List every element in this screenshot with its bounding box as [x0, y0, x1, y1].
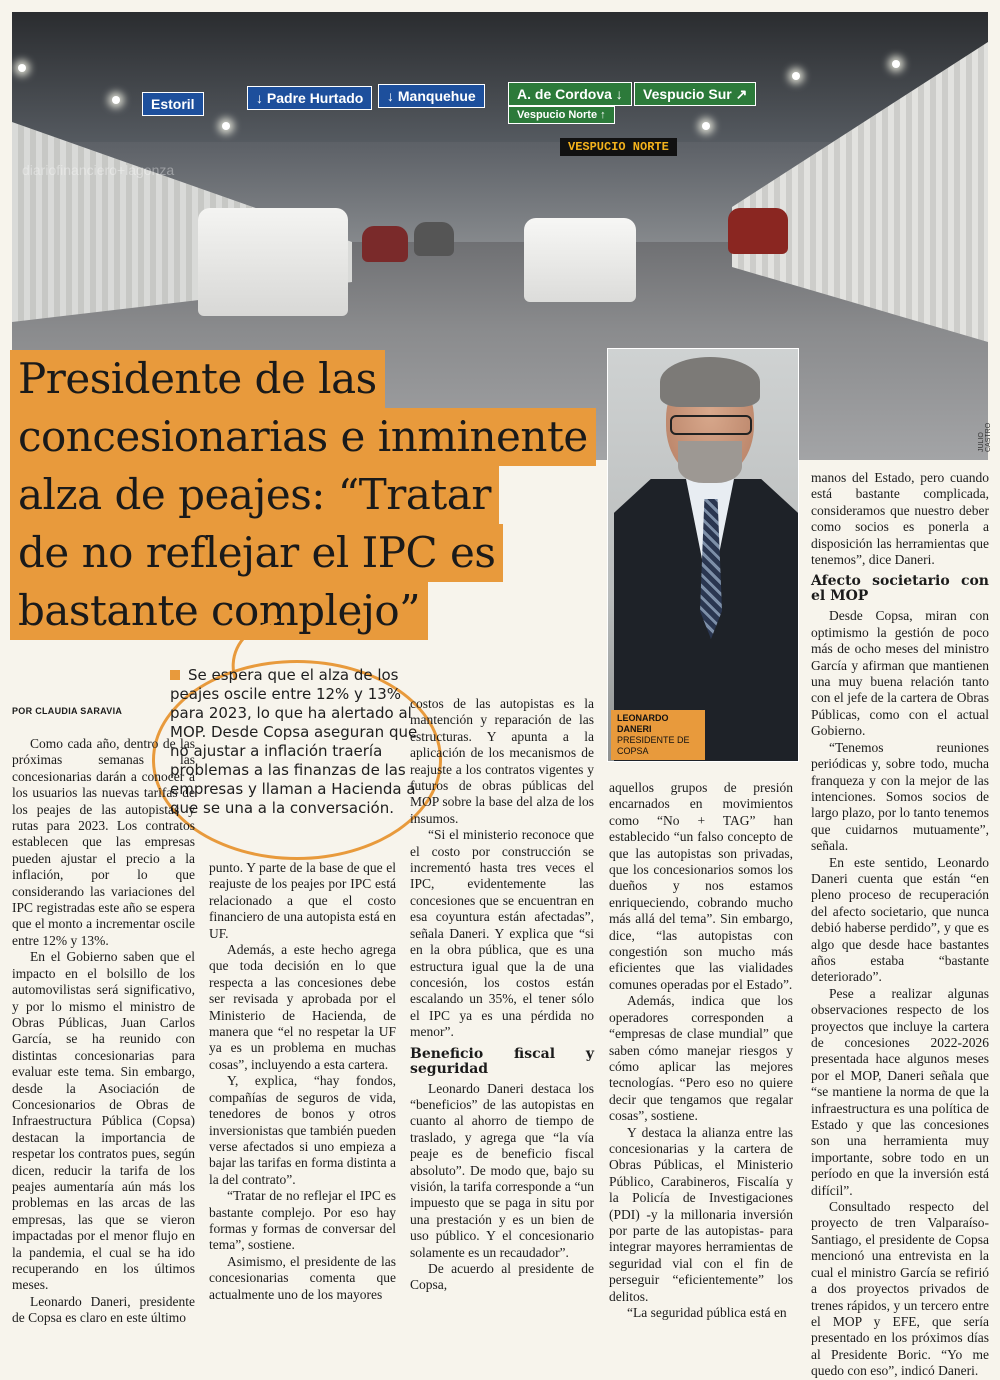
pullquote-text: Se espera que el alza de los peajes oscile entre 12% y 13% para 2023, lo que ha alertado al MOP. Desde Copsa aseguran que no ajustar a inflación traería problemas a las finanzas de las empresas y llaman a Hacienda a que se una a la conversación.: [170, 666, 418, 817]
paragraph: Además, indica que los operadores corresponden a “empresas de clase mundial” que saben cómo manejar riesgos y cómo aplicar las mejores tecnologías. “Pero eso no quiere decir que tengamos que regalar cosas”, sostiene.: [609, 993, 793, 1124]
portrait-caption: [611, 710, 705, 760]
paragraph: costos de las autopistas es la mantención y reparación de las estructuras. Y apunta a la aplicación de los mecanismos de reajuste a los contratos vigentes y futuros de obras públicas del MOP sobre la base del alza de los insumos.: [410, 696, 594, 826]
subheading-beneficio: Beneficio fiscal y seguridad: [410, 1045, 594, 1077]
paragraph: Pese a realizar algunas observaciones respecto de los proyectos que incluye la cartera de concesiones 2022-2026 presentada hace algunos meses por el MOP, Daneri señala que “se mantiene la norma de que la infraestructura es una política de Estado y que las concesiones son una herramienta muy importante, sobre todo en un período en que la inversión está difícil”.: [811, 985, 989, 1198]
white-car: [198, 208, 348, 316]
red-car: [362, 226, 408, 262]
tunnel-ceiling: [12, 12, 988, 142]
subheading-afecto: Afecto societario con el MOP: [811, 573, 989, 605]
headline-line-4: de no reflejar el IPC es: [10, 524, 503, 582]
paragraph: Leonardo Daneri destaca los “beneficios” de las autopistas en cuanto al ahorro de tiempo de traslado, y agrega que “la vía peaje es de beneficio fiscal absoluto”. De modo que, bajo su visión, la tarifa corresponde a “un impuesto que se paga in situ por una prestación y es un bien de uso público. Y el concesionario solamente es un recaudador”.: [410, 1080, 594, 1260]
headline-line-5: bastante complejo”: [10, 582, 428, 640]
paragraph: Leonardo Daneri, presidente de Copsa es claro en este último: [12, 1293, 195, 1326]
sign-padre-hurtado: ↓ Padre Hurtado: [247, 86, 372, 110]
ceiling-light: [112, 96, 120, 104]
paragraph: “Tenemos reuniones periódicas y, sobre todo, mucha franqueza y con la mejor de las intenciones. Somos socios de largo plazo, por lo tanto tenemos que cuidarnos mutuamente”, señala.: [811, 739, 989, 854]
sign-vespucio-norte-small: Vespucio Norte ↑: [508, 106, 615, 124]
paragraph: “La seguridad pública está en: [627, 1305, 787, 1320]
hair: [660, 357, 760, 407]
caption-name-2: DANERI: [617, 724, 652, 734]
sign-estoril: Estoril: [142, 92, 204, 116]
ceiling-light: [792, 72, 800, 80]
ceiling-light: [702, 122, 710, 130]
ceiling-light: [18, 64, 26, 72]
caption-name-1: LEONARDO: [617, 713, 669, 723]
byline: POR CLAUDIA SARAVIA: [12, 706, 123, 716]
paragraph: Además, a este hecho agrega que toda decisión en lo que respecta a las concesiones debe ser revisada y aprobada por el Ministerio de Hacienda, de manera que “el no respetar la UF ya es un problema en muchas cosas”, incluyendo a esta cartera.: [209, 942, 396, 1072]
headline-line-3: alza de peajes: “Tratar: [10, 466, 499, 524]
pullquote: [170, 666, 426, 818]
paragraph: Desde Copsa, miran con optimismo la gestión de poco más de ocho meses del ministro García y afirman que mantienen una muy buena relación tanto con el jefe de la cartera de Obras Públicas, como con el actual Gobierno.: [811, 608, 989, 739]
headline-line-2: concesionarias e inminente: [10, 408, 596, 466]
paragraph: punto. Y parte de la base de que el reajuste de los peajes por IPC está relacionado a que el costo financiero de una autopista está en UF.: [209, 860, 396, 941]
ceiling-light: [222, 122, 230, 130]
paragraph: “Tratar de no reflejar el IPC es bastante complejo. Por eso hay formas y formas de conversar del tema”, sostiene.: [209, 1188, 396, 1253]
photo-credit: JULIO CASTRO: [978, 422, 992, 452]
column-1: [12, 736, 195, 1327]
headline-line-1: Presidente de las: [10, 350, 385, 408]
column-2: [209, 860, 396, 1303]
paragraph: Y destaca la alianza entre las concesionarias y la cartera de Obras Públicas, el Ministerio Público, Carabineros, Fiscalía y la Policía de Investigaciones (PDI) -y la millonaria inversión por parte de las autopistas- para integrar mayores herramientas de seguridad vial con el fin de perseguir “eficientemente” los delitos.: [609, 1124, 793, 1304]
paragraph: aquellos grupos de presión encarnados en movimientos como “No + TAG” han establecido “un falso concepto de que las autopistas son privadas, que los concesionarios somos los dueños y nos estamos enriqueciendo, cobrando mucho más allá del tema”. Sin embargo, dice, “las autopistas con congestión son mucho más eficientes que las vialidades comunes operadas por el Estado”.: [609, 780, 793, 992]
pullquote-bullet: [170, 670, 180, 680]
beard: [678, 441, 742, 483]
paragraph: Y, explica, “hay fondos, compañías de seguros de vida, tenedores de bonos y otros inversionistas que también pueden verse afectados si uno empieza a bajar las tarifas en forma distinta a la del contrato”.: [209, 1073, 396, 1187]
column-3: [410, 696, 594, 1294]
paragraph: En este sentido, Leonardo Daneri cuenta que están “en pleno proceso de recuperación del afecto societario, que nunca debió haberse perdido”, y que es algo que desde hace bastantes años estaba “bastante deteriorado”.: [811, 854, 989, 985]
column-4: [609, 780, 793, 1321]
paragraph: Consultado respecto del proyecto de tren Valparaíso-Santiago, el presidente de Copsa mencionó una entrevista en la cual el ministro García se refirió a dos proyectos privados de trenes rápidos, y un tercero entre el MOP y EFE, que sería presentado en los próximos días al Presidente Boric. “Yo me quedo con eso”, indicó Daneri.: [811, 1199, 989, 1379]
sign-vespucio-sur: Vespucio Sur ↗: [634, 82, 756, 106]
sign-manquehue: ↓ Manquehue: [378, 84, 485, 108]
paragraph: Asimismo, el presidente de las concesionarias comenta que actualmente uno de los mayores: [209, 1253, 396, 1302]
caption-role-2: COPSA: [617, 746, 649, 756]
caption-role-1: PRESIDENTE DE: [617, 735, 690, 745]
watermark: diariofinanciero+lagonza: [22, 162, 175, 178]
paragraph: De acuerdo al presidente de Copsa,: [410, 1261, 594, 1293]
ceiling-light: [892, 60, 900, 68]
portrait-photo: [607, 348, 799, 762]
led-sign: VESPUCIO NORTE: [560, 138, 677, 156]
white-sedan: [524, 218, 636, 302]
sign-a-de-cordova: A. de Cordova ↓: [508, 82, 632, 106]
column-5: [811, 470, 989, 1380]
paragraph: manos del Estado, pero cuando está bastante complicada, consideramos que nuestro deber como socios es ponerla a disposición las herramientas que tenemos”, dice Daneri.: [811, 470, 989, 568]
glasses: [670, 415, 752, 435]
paragraph: En el Gobierno saben que el impacto en el bolsillo de los automovilistas será significativo, y por lo mismo el ministro de Obras Públicas, Juan Carlos García, se ha reunido con distintas concesionarias para evaluar este tema. Sin embargo, desde la Asociación de Concesionarios de Obras de Infraestructura Pública (Copsa) destacan la importancia de respetar los contratos pues, según dicen, reducir la tarifa de los peajes aumentaría aún más los problemas en las arcas de las empresas, las que se vieron impactadas por el menor flujo en la pandemia, el cual se ha ido recuperando en los últimos meses.: [12, 949, 195, 1293]
paragraph: “Si el ministerio reconoce que el costo por construcción se incrementó hasta tres veces el IPC, evidentemente las concesiones que se encuentran en esa coyuntura están afectadas”, señala Daneri. Y explica que “si en la obra pública, que es una estructura igual que la de una concesión, los costos están escalando un 35%, el tener sólo el IPC ya es una pérdida no menor”.: [410, 827, 594, 1040]
paragraph: Como cada año, dentro de las próximas semanas las concesionarias darán a conocer a los usuarios las nuevas tarifas de los peajes de las autopistas y rutas para 2023. Los contratos establecen que las empresas pueden ajustar el precio a la inflación, por lo que considerando las variaciones del IPC registradas este año se espera que el monto a incrementar oscile entre 12% y 13%.: [12, 736, 195, 948]
red-truck: [728, 208, 788, 254]
gray-car: [414, 222, 454, 256]
